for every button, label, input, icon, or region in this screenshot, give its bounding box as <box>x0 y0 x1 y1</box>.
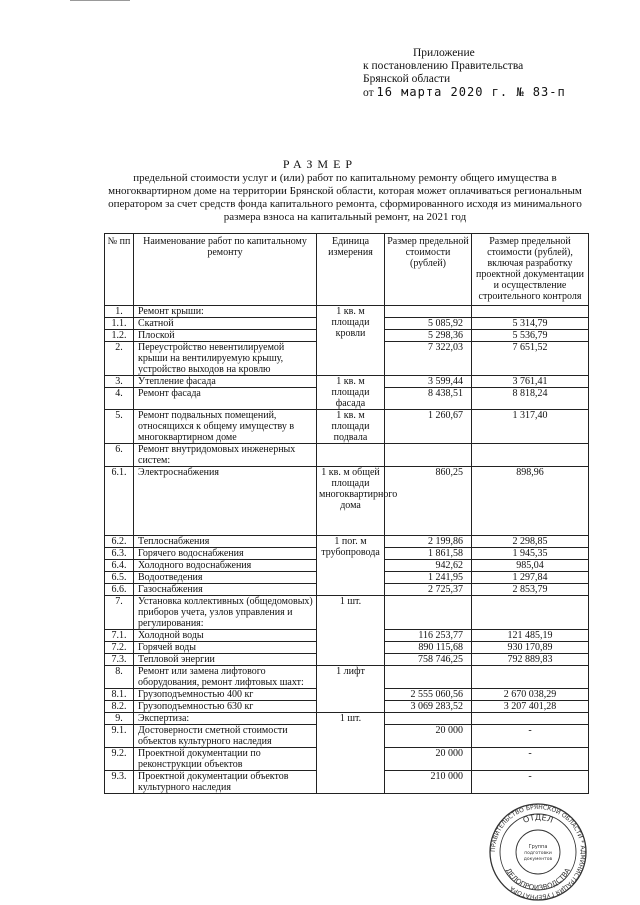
unit-cell: 1 шт. <box>317 596 385 666</box>
table-row: 6.2. Теплоснабжения 1 пог. м трубопровода 2 199,86 2 298,85 <box>105 536 589 548</box>
table-row: 8. Ремонт или замена лифтового оборудования, ремонт лифтовых шахт: 1 лифт <box>105 666 589 689</box>
table-row: 1. Ремонт крыши: 1 кв. м площади кровли <box>105 306 589 318</box>
table-row: 6.1. Электроснабжения 1 кв. м общей площади многоквартирного дома 860,25 898,96 <box>105 467 589 536</box>
document-subtitle: предельной стоимости услуг и (или) работ по капитальному ремонту общего имущества в многоквартирном доме на территории Брянской области, которая может оплачиваться региональным оператором за счет средств фонда капитального ремонта, сформированного исходя из минимального размера взноса на капитальный ремонт, на 2021 год <box>108 172 582 223</box>
table-row: 7.3. Тепловой энергии 758 746,25 792 889,83 <box>105 654 589 666</box>
table-row: 8.2. Грузоподъемностью 630 кг 3 069 283,52 3 207 401,28 <box>105 701 589 713</box>
table-row: 6. Ремонт внутридомовых инженерных систем: <box>105 444 589 467</box>
table-row: 9.3. Проектной документации объектов культурного наследия 210 000 - <box>105 771 589 794</box>
table-row: 7.1. Холодной воды 116 253,77 121 485,19 <box>105 630 589 642</box>
table-row: 7.2. Горячей воды 890 115,68 930 170,89 <box>105 642 589 654</box>
table-row: 4. Ремонт фасада 8 438,51 8 818,24 <box>105 388 589 410</box>
table-header-row <box>105 234 589 306</box>
table-row: 9.2. Проектной документации по реконструкции объектов 20 000 - <box>105 748 589 771</box>
header-size-with-design: Размер предельной стоимости (рублей), включая разработку проектной документации и осуществление строительного контроля <box>472 234 589 306</box>
table-row: 1.2. Плоской 5 298,36 5 536,79 <box>105 330 589 342</box>
unit-cell: 1 пог. м трубопровода <box>317 536 385 596</box>
attachment-header <box>363 47 566 100</box>
document-title: РАЗМЕР <box>282 157 358 171</box>
stamp-center-line-1: Группа <box>528 844 548 850</box>
stamp-outer-text: ПРАВИТЕЛЬСТВО БРЯНСКОЙ ОБЛАСТИ * АДМИНИСТРАЦИЯ ГУБЕРНАТОРА <box>489 803 587 901</box>
table-row: 9.1. Достоверности сметной стоимости объектов культурного наследия 20 000 - <box>105 725 589 748</box>
unit-cell: 1 кв. м площади кровли <box>317 306 385 376</box>
stamp-center-line-3: документов <box>523 857 553 862</box>
table-row: 6.6. Газоснабжения 2 725,37 2 853,79 <box>105 584 589 596</box>
stamp-center-line-2: подготовки <box>524 851 552 856</box>
table-row: 8.1. Грузоподъемностью 400 кг 2 555 060,56 2 670 038,29 <box>105 689 589 701</box>
header-size: Размер предельной стоимости (рублей) <box>385 234 472 306</box>
header-num: № пп <box>105 234 134 306</box>
table-row: 6.5. Водоотведения 1 241,95 1 297,84 <box>105 572 589 584</box>
table-row: 7. Установка коллективных (общедомовых) приборов учета, узлов управления и регулирования: 1 шт. <box>105 596 589 630</box>
cost-table <box>104 233 589 794</box>
table-row: 6.3. Горячего водоснабжения 1 861,58 1 945,35 <box>105 548 589 560</box>
scan-edge-mark <box>70 0 130 4</box>
official-stamp <box>488 802 588 902</box>
header-name: Наименование работ по капитальному ремонту <box>134 234 317 306</box>
table-row: 6.4. Холодного водоснабжения 942,62 985,04 <box>105 560 589 572</box>
unit-cell: 1 лифт <box>317 666 385 713</box>
attachment-line-1: Приложение <box>413 47 475 59</box>
unit-cell: 1 шт. <box>317 713 385 794</box>
attachment-line-2: к постановлению Правительства <box>363 60 524 72</box>
attachment-line-3: Брянской области <box>363 73 451 85</box>
table-row: 1.1. Скатной 5 085,92 5 314,79 <box>105 318 589 330</box>
unit-cell: 1 кв. м площади подвала <box>317 410 385 444</box>
unit-cell: 1 кв. м площади фасада <box>317 376 385 410</box>
unit-cell: 1 кв. м общей площади многоквартирного дома <box>317 467 385 536</box>
table-row: 5. Ремонт подвальных помещений, относящихся к общему имуществу в многоквартирном доме 1 кв. м площади подвала 1 260,67 1 317,40 <box>105 410 589 444</box>
table-row: 2. Переустройство невентилируемой крыши на вентилируемую крышу, устройство выходов на кровлю 7 322,03 7 651,52 <box>105 342 589 376</box>
table-row: 9. Экспертиза: 1 шт. <box>105 713 589 725</box>
stamp-middle-bottom-text: ДЕЛОПРОИЗВОДСТВА <box>503 866 573 893</box>
attachment-date-handwritten: 16 марта 2020 г. № 83-п <box>376 85 566 99</box>
stamp-middle-top-text: ОТДЕЛ <box>521 812 555 825</box>
table-row: 3. Утепление фасада 1 кв. м площади фасада 3 599,44 3 761,41 <box>105 376 589 388</box>
header-unit: Единица измерения <box>317 234 385 306</box>
attachment-line-4 <box>363 86 566 100</box>
attachment-date-prefix: от <box>363 87 374 99</box>
